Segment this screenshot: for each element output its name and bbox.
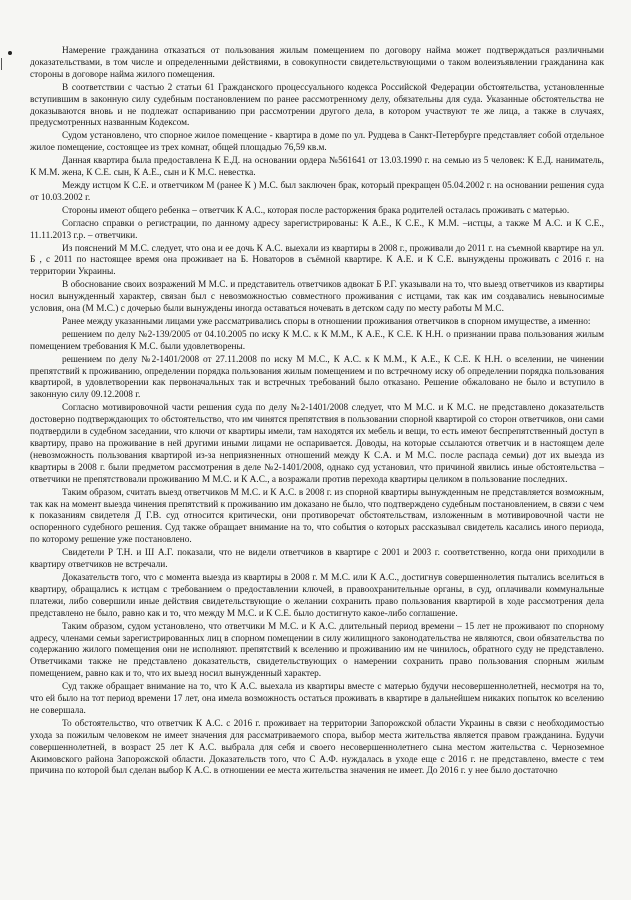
paragraph: Ранее между указанными лицами уже рассматривались споры в отношении проживания ответчиков в спорном имуществе, а именно: bbox=[62, 316, 591, 327]
paragraph: Между истцом К С.Е. и ответчиком М (ранее К ) М.С. был заключен брак, который прекращен 05.04.2002 г. на основании решения суда от 10.03.2002 г. bbox=[30, 180, 604, 203]
scan-mark bbox=[1, 58, 5, 70]
paragraph: решением по делу №2-1401/2008 от 27.11.2008 по иску М М.С., К А.С. к К М.М., К А.Е., К С.Е. К Н.Н. о вселении, не чинении препятствий к проживанию, определении порядка пользования жилым помещением и по встречному иску об определении порядка пользования квартирой, в удовлетворении как первоначальных так и встречных требований было отказано. Решение обжаловано не было и вступило в законную силу 09.12.2008 г. bbox=[30, 354, 604, 401]
paragraph: Суд также обращает внимание на то, что К А.С. выехала из квартиры вместе с матерью будучи несовершеннолетней, несмотря на то, что ей было на тот период времени 17 лет, она имела возможность остаться проживать в квартире в дальнейшем никаких попыток ко вселению не совершала. bbox=[30, 682, 604, 716]
paragraph: Данная квартира была предоставлена К Е.Д. на основании ордера №561641 от 13.03.1990 г. на семью из 5 человек: К Е.Д. наниматель, К М.М. жена, К С.Е. сын, К А.Е., сын и К М.С. невестка. bbox=[30, 156, 604, 179]
paragraph: Намерение гражданина отказаться от пользования жилым помещением по договору найма может подтверждаться различными доказательствами, в том числе и определенными действиями, в совокупности свидетельствующими о таком волеизъявлении гражданина как стороны в договоре найма жилого помещения. bbox=[30, 46, 604, 80]
paragraph: Судом установлено, что спорное жилое помещение - квартира в доме по ул. Рудцева в Санкт-Петербурге представляет собой отдельное жилое помещение, состоящее из трех комнат, общей площадью 76,59 кв.м. bbox=[30, 131, 604, 154]
paragraph: Согласно мотивировочной части решения суда по делу №2-1401/2008 следует, что М М.С. и К М.С. не представлено доказательств достоверно подтверждающих то обстоятельство, что им чинятся препятствия в пользовании спорной квартирой со сторон ответчиков, они сами подтвердили в судебном заседании, что ключи от квартиры имели, там находятся их мебель и вещи, то есть имеют беспрепятственный доступ в квартиру, право на проживание в ней другими иными лицами не оспаривается. Доводы, на которые ссылаются ответчик и в настоящем деле (невозможность пользования квартирой из-за неприязненных отношений между К С.А. и М М.С. после распада семьи) дот их выезда из квартиры в 2008 г. были предметом рассмотрения в деле №2-1401/2008, однако суд установил, что причиной явились иные обстоятельства – ответчики не препятствовали проживанию М М.С. и К А.С., а возражали против перехода квартиры целиком в пользование последних. bbox=[30, 403, 604, 485]
document-body bbox=[30, 46, 604, 779]
paragraph: В обоснование своих возражений М М.С. и представитель ответчиков адвокат Б Р.Г. указывали на то, что выезд ответчиков из квартиры носил вынужденный характер, связан был с невозможностью совместного проживания с истцами, так как им создавались невыносимые условия, она (М М.С.) с дочерью были вынуждены иногда оставаться ночевать в детском саду по месту работы М М.С. bbox=[30, 280, 604, 315]
paragraph: Таким образом, считать выезд ответчиков М М.С. и К А.С. в 2008 г. из спорной квартиры вынужденным не представляется возможным, так как на момент выезда чинения препятствий к проживанию им доказано не было, что подтверждено судебным постановлением, в связи с чем к показаниям свидетеля Д Г.В. суд относится критически, они противоречат обстоятельствам, изложенным в мотивировочной части не оспоренного судебного решения. Суд также обращает внимание на то, что события о которых рассказывал свидетель касались иного периода, по которому решение уже постановлено. bbox=[30, 487, 604, 546]
paragraph: Таким образом, судом установлено, что ответчики М М.С. и К А.С. длительный период времени – 15 лет не проживают по спорному адресу, членами семьи зарегистрированных лиц в спорном помещении в силу жилищного законодательства не являются, свои обязательства по содержанию жилого помещения они не исполняют. препятствий к вселению и проживанию им не чинилось, обратного суду не представлено. Ответчиками также не представлено доказательств, свидетельствующих о намерении сохранить право пользования спорным жилым помещением, равно как и то, что их выезд носил вынужденный характер. bbox=[30, 621, 604, 680]
paragraph: Свидетели Р Т.Н. и Ш А.Г. показали, что не видели ответчиков в квартире с 2001 и 2003 г. соответственно, когда они приходили в квартиру ответчиков не встречали. bbox=[30, 548, 604, 571]
paragraph: Доказательств того, что с момента выезда из квартиры в 2008 г. М М.С. или К А.С., достигнув совершеннолетия пытались вселиться в квартиру, обращались к истцам с требованием о предоставлении ключей, в правоохранительные органы, в суд, оплачивали коммунальные платежи, либо совершили иные действия свидетельствующие о желании сохранить право пользования квартирой в ходе рассмотрения дела представлено не было, равно как и то, что между М М.С. и К С.Е. было достигнуто какое-либо соглашение. bbox=[30, 572, 604, 619]
paragraph: Стороны имеют общего ребенка – ответчик К А.С., которая после расторжения брака родителей осталась проживать с матерью. bbox=[62, 205, 570, 216]
paragraph: решением по делу №2-139/2005 от 04.10.2005 по иску К М.С. к К М.М., К А.Е., К С.Е. К Н.Н. о признании права пользования жилым помещением требования К М.С. были удовлетворены. bbox=[30, 329, 604, 352]
paragraph: То обстоятельство, что ответчик К А.С. с 2016 г. проживает на территории Запорожской области Украины в связи с необходимостью ухода за пожилым человеком не имеет значения для рассматриваемого спора, выбор места жительства является правом гражданина. Будучи совершеннолетней, в возраст 25 лет К А.С. выбрала для себя и своего несовершеннолетнего сына местом жительства с. Черноземное Акимовского района Запорожской области. Доказательств того, что С А.Ф. нуждалась в уходе еще с 2016 г. не представлено, вместе с тем причина по которой был сделан выбор К А.С. в отношении ее места жительства значения не имеет. До 2016 г. у нее было достаточно bbox=[30, 718, 604, 777]
paragraph: В соответствии с частью 2 статьи 61 Гражданского процессуального кодекса Российской Федерации обстоятельства, установленные вступившим в законную силу судебным постановлением по ранее рассмотренному делу, обязательны для суда. Указанные обстоятельства не доказываются вновь и не подлежат оспариванию при рассмотрении другого дела, в котором участвуют те же лица, а также в случаях, предусмотренных названным Кодексом. bbox=[30, 82, 604, 129]
paragraph: Из пояснений М М.С. следует, что она и ее дочь К А.С. выехали из квартиры в 2008 г., проживали до 2011 г. на съемной квартире на ул. Б , с 2011 по настоящее время она проживает на Б. Новаторов в съёмной квартире. К А.Е. и К С.Е. вынуждены проживать с 2016 г. на территории Украины. bbox=[30, 243, 604, 278]
paragraph: Согласно справки о регистрации, по данному адресу зарегистрированы: К А.Е., К С.Е., К М.М. –истцы, а также М А.С. и К С.Е., 11.11.2013 г.р. – ответчики. bbox=[30, 218, 604, 241]
scan-speck bbox=[8, 51, 12, 55]
